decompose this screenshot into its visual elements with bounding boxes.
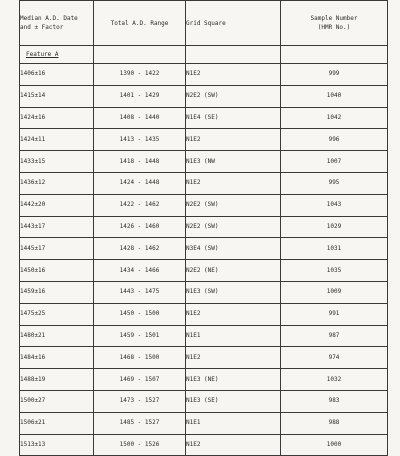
header-median-date: Median A.D. Date and ± Factor: [20, 1, 94, 46]
total-range-cell: 1434 - 1466: [94, 260, 186, 282]
total-range-cell: 1459 - 1501: [94, 325, 186, 347]
sample-number-cell: 974: [281, 347, 388, 369]
total-range-cell: 1428 - 1462: [94, 238, 186, 260]
median-date-cell: 1506±21: [20, 412, 94, 434]
total-range-cell: 1418 - 1448: [94, 151, 186, 173]
median-date-cell: 1445±17: [20, 238, 94, 260]
table-row: [20, 85, 388, 107]
median-date-cell: 1424±11: [20, 129, 94, 151]
grid-square-cell: N1E3 (SW): [186, 281, 281, 303]
total-range-cell: 1413 - 1435: [94, 129, 186, 151]
feature-label-cell: [20, 46, 94, 64]
table-row: [20, 107, 388, 129]
median-date-cell: 1488±19: [20, 369, 94, 391]
sample-number-cell: 991: [281, 303, 388, 325]
sample-number-cell: 987: [281, 325, 388, 347]
sample-number-cell: 1000: [281, 434, 388, 456]
table-row: [20, 303, 388, 325]
total-range-cell: 1450 - 1500: [94, 303, 186, 325]
median-date-cell: 1484±16: [20, 347, 94, 369]
table-row: [20, 347, 388, 369]
header-grid-square: Grid Square: [186, 1, 281, 46]
sample-number-cell: 1042: [281, 107, 388, 129]
grid-square-cell: N1E2: [186, 303, 281, 325]
table-row: [20, 129, 388, 151]
total-range-cell: 1469 - 1507: [94, 369, 186, 391]
grid-square-cell: N1E2: [186, 347, 281, 369]
sample-number-cell: 983: [281, 390, 388, 412]
grid-square-cell: N1E3 (SE): [186, 390, 281, 412]
feature-label: Feature A: [26, 51, 59, 58]
sample-number-cell: 1031: [281, 238, 388, 260]
feature-row: [20, 46, 388, 64]
table-row: [20, 434, 388, 456]
grid-square-cell: N2E2 (SW): [186, 194, 281, 216]
median-date-cell: 1480±21: [20, 325, 94, 347]
total-range-cell: 1426 - 1460: [94, 216, 186, 238]
radiocarbon-date-table: [19, 0, 388, 456]
header-total-range: Total A.D. Range: [94, 1, 186, 46]
table-row: [20, 64, 388, 86]
sample-number-cell: 1040: [281, 85, 388, 107]
total-range-cell: 1500 - 1526: [94, 434, 186, 456]
grid-square-cell: N2E2 (NE): [186, 260, 281, 282]
grid-square-cell: N1E2: [186, 172, 281, 194]
grid-square-cell: N1E1: [186, 412, 281, 434]
table-row: [20, 325, 388, 347]
sample-number-cell: 995: [281, 172, 388, 194]
table-header-row: [20, 1, 388, 46]
median-date-cell: 1433±15: [20, 151, 94, 173]
median-date-cell: 1475±25: [20, 303, 94, 325]
sample-number-cell: 1043: [281, 194, 388, 216]
median-date-cell: 1442±20: [20, 194, 94, 216]
sample-number-cell: 999: [281, 64, 388, 86]
table-row: [20, 238, 388, 260]
sample-number-cell: 1029: [281, 216, 388, 238]
grid-square-cell: N1E4 (SE): [186, 107, 281, 129]
total-range-cell: 1390 - 1422: [94, 64, 186, 86]
table-row: [20, 369, 388, 391]
median-date-cell: 1406±16: [20, 64, 94, 86]
sample-number-cell: 1032: [281, 369, 388, 391]
median-date-cell: 1513±13: [20, 434, 94, 456]
sample-number-cell: 988: [281, 412, 388, 434]
total-range-cell: 1401 - 1429: [94, 85, 186, 107]
grid-square-cell: N1E2: [186, 129, 281, 151]
total-range-cell: 1473 - 1527: [94, 390, 186, 412]
grid-square-cell: N1E1: [186, 325, 281, 347]
sample-number-cell: 1035: [281, 260, 388, 282]
median-date-cell: 1450±16: [20, 260, 94, 282]
table-row: [20, 216, 388, 238]
table-row: [20, 260, 388, 282]
grid-square-cell: N1E3 (NE): [186, 369, 281, 391]
table-row: [20, 281, 388, 303]
grid-square-cell: N2E2 (SW): [186, 85, 281, 107]
total-range-cell: 1422 - 1462: [94, 194, 186, 216]
table-body: [20, 46, 388, 456]
grid-square-cell: N1E2: [186, 434, 281, 456]
sample-number-cell: 996: [281, 129, 388, 151]
table-row: [20, 172, 388, 194]
median-date-cell: 1443±17: [20, 216, 94, 238]
median-date-cell: 1424±16: [20, 107, 94, 129]
total-range-cell: 1468 - 1500: [94, 347, 186, 369]
total-range-cell: 1485 - 1527: [94, 412, 186, 434]
median-date-cell: 1500±27: [20, 390, 94, 412]
total-range-cell: 1424 - 1448: [94, 172, 186, 194]
sample-number-cell: 1007: [281, 151, 388, 173]
table-row: [20, 412, 388, 434]
table-row: [20, 194, 388, 216]
median-date-cell: 1415±14: [20, 85, 94, 107]
grid-square-cell: N1E3 (NW: [186, 151, 281, 173]
grid-square-cell: N2E2 (SW): [186, 216, 281, 238]
table-row: [20, 151, 388, 173]
header-sample-number: Sample Number (HMR No.): [281, 1, 388, 46]
median-date-cell: 1459±16: [20, 281, 94, 303]
median-date-cell: 1436±12: [20, 172, 94, 194]
total-range-cell: 1408 - 1440: [94, 107, 186, 129]
grid-square-cell: N1E2: [186, 64, 281, 86]
sample-number-cell: 1009: [281, 281, 388, 303]
grid-square-cell: N3E4 (SW): [186, 238, 281, 260]
total-range-cell: 1443 - 1475: [94, 281, 186, 303]
table-row: [20, 390, 388, 412]
